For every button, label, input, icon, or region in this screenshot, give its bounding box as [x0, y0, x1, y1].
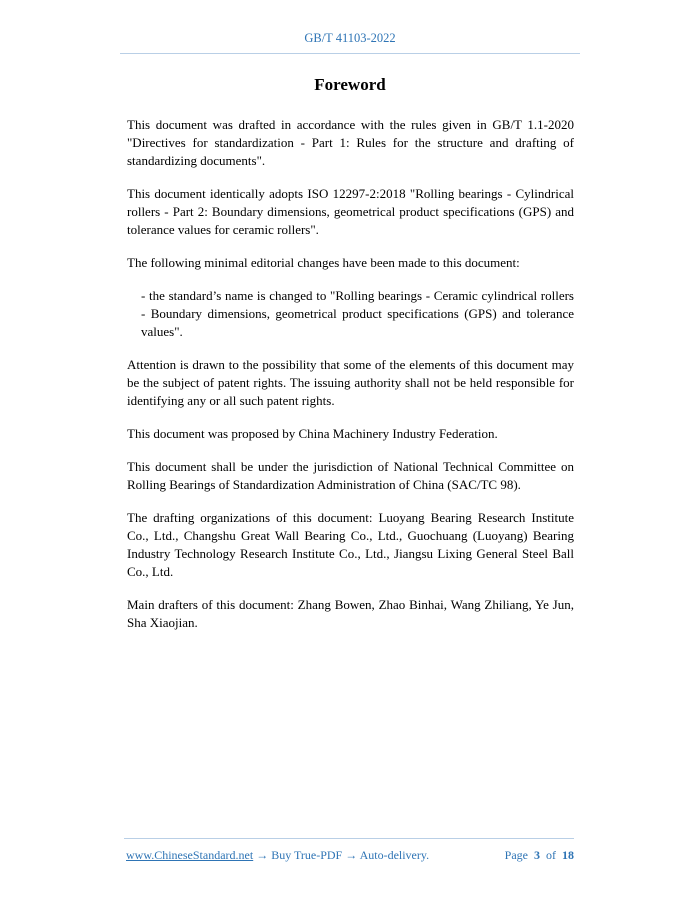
paragraph-main-drafters: Main drafters of this document: Zhang Bowen, Zhao Binhai, Wang Zhiliang, Ye Jun, Sha Xiaojian. [127, 597, 574, 630]
header-divider [120, 53, 580, 54]
footer-promo [126, 848, 429, 863]
paragraph-proposer: This document was proposed by China Machinery Industry Federation. [127, 426, 498, 441]
paragraph-editorial-changes-intro: The following minimal editorial changes have been made to this document: [127, 255, 520, 270]
page-indicator [505, 848, 574, 863]
paragraph-patent-notice: Attention is drawn to the possibility that some of the elements of this document may be the subject of patent rights. The issuing authority shall not be held responsible for identifying any or all such patent rights. [127, 357, 574, 408]
paragraph-drafting-rules: This document was drafted in accordance with the rules given in GB/T 1.1-2020 "Directives for standardization - Part 1: Rules for the structure and drafting of standardizing documents". [127, 117, 574, 168]
website-link[interactable]: www.ChineseStandard.net [126, 848, 254, 862]
standard-number: GB/T 41103-2022 [304, 31, 396, 45]
foreword-body [127, 116, 574, 647]
paragraph-adoption: This document identically adopts ISO 12297-2:2018 "Rolling bearings - Cylindrical rollers - Part 2: Boundary dimensions, geometrical product specifications (GPS) and tolerance values for ceramic rollers". [127, 186, 574, 237]
paragraph-jurisdiction: This document shall be under the jurisdiction of National Technical Committee on Rolling Bearings of Standardization Administration of China (SAC/TC 98). [127, 459, 574, 492]
page-title: Foreword [314, 75, 386, 94]
footer-divider [124, 838, 574, 839]
page-label: Page [504, 848, 528, 862]
paragraph-editorial-change-item: - the standard’s name is changed to "Rolling bearings - Ceramic cylindrical rollers - Boundary dimensions, geometrical product specifications (GPS) and tolerance values". [141, 288, 574, 339]
footer-promo-text: → Buy True-PDF → Auto-delivery. [253, 848, 430, 862]
total-pages-number: 18 [562, 848, 574, 862]
current-page-number: 3 [534, 848, 540, 862]
of-label: of [546, 848, 556, 862]
paragraph-drafting-organizations: The drafting organizations of this document: Luoyang Bearing Research Institute Co., Ltd., Changshu Great Wall Bearing Co., Ltd., Guochuang (Luoyang) Bearing Industry Technology Research Institute Co., Ltd., Jiangsu Lixing General Steel Ball Co., Ltd. [127, 510, 574, 579]
